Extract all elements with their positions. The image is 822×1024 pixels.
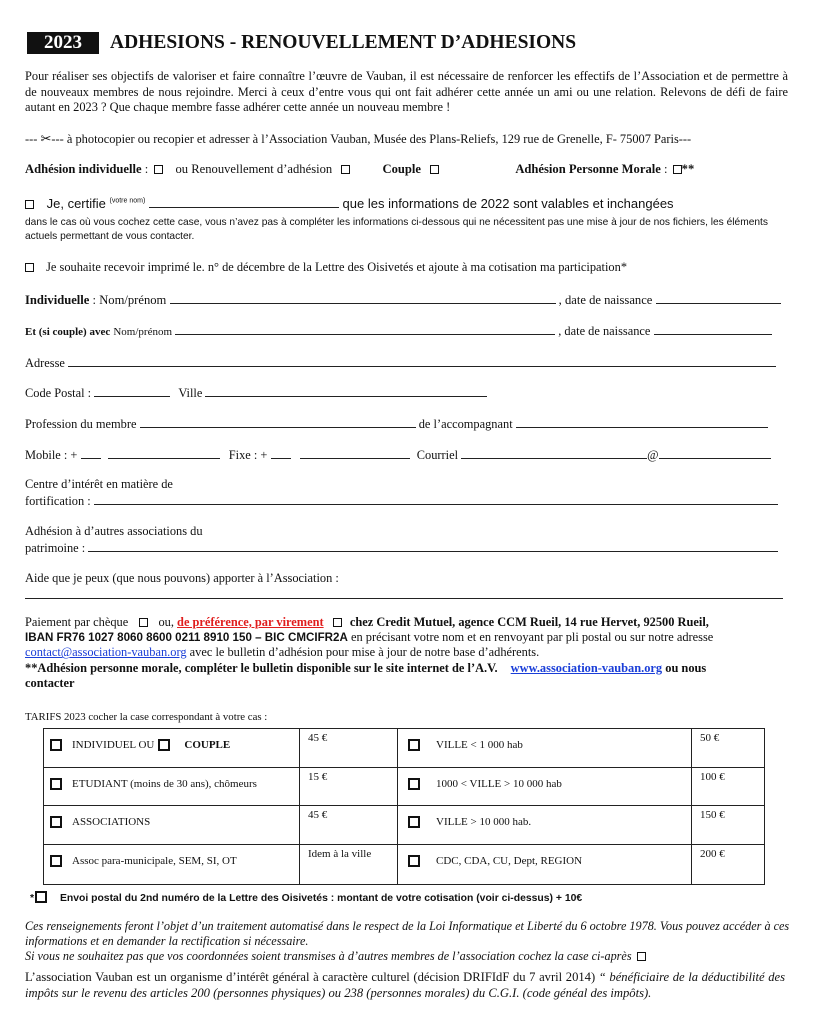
iban: IBAN FR76 1027 8060 8600 0211 8910 150 – BIC CMCIFR2A [25,631,348,645]
year-text: 2023 [44,32,82,53]
tariff-left-label: ETUDIANT (moins de 30 ans), chômeurs [72,778,257,790]
certify-rest: que les informations de 2022 sont valables et inchangées [342,196,674,211]
individual-name-label: : Nom/prénom [92,293,167,307]
cut-prefix: --- [25,132,38,146]
tariff-row [44,729,765,768]
payment-line-2 [25,630,788,645]
contact-email-link[interactable]: contact@association-vauban.org [25,645,187,660]
certify-label: Je, certifie [46,196,106,211]
cheque-checkbox[interactable] [139,618,148,627]
individual-label: Adhésion individuelle [25,162,142,176]
page-title: ADHESIONS - RENOUVELLEMENT D’ADHESIONS [110,32,577,53]
tariff-right-price: 50 € [692,729,765,768]
email-at: @ [647,448,659,462]
renewal-label: ou Renouvellement d’adhésion [175,162,333,176]
scissors-icon: ✂ [40,131,52,146]
tariff-right-label: 1000 < VILLE > 10 000 hab [436,778,562,790]
mobile-field[interactable] [108,447,220,459]
transfer-preferred-label: de préférence, par virement [177,615,324,629]
tariff-left-cell [44,806,300,845]
tariff-right-option [398,729,691,751]
couple-birth-label: , date de naissance [558,324,651,338]
tariff-right-checkbox[interactable] [408,739,420,751]
profession-label: Profession du membre [25,417,137,431]
tariff-right-price: 200 € [692,845,765,885]
interest-row [25,493,778,509]
privacy-line-2: Si vous ne souhaitez pas que vos coordonnées soient transmises à d’autres membres de l’association cochez la case ci-après [25,948,632,963]
tariff-left-option [44,845,299,867]
tariff-right-checkbox[interactable] [408,778,420,790]
tariff-right-cell [398,806,692,845]
tariff-right-label: VILLE < 1 000 hab [436,739,523,751]
tariff-left-label: Assoc para-municipale, SEM, SI, OT [72,855,237,867]
tariff-right-cell [398,768,692,806]
tariff-left-checkbox[interactable] [50,855,62,867]
address-field[interactable] [68,355,776,367]
certify-row [25,196,674,211]
companion-label: de l’accompagnant [418,417,513,431]
tariff-row [44,806,765,845]
tariff-left-checkbox[interactable] [50,816,62,828]
email-domain-field[interactable] [659,447,771,459]
postal-option-star: * [30,893,35,904]
interest-field[interactable] [94,493,778,505]
printed-letter-label: Je souhaite recevoir imprimé le. n° de décembre de la Lettre des Oisivetés et ajoute à ma cotisation ma participation* [46,260,628,274]
tariff-left-price: 15 € [300,768,398,806]
tariff-row [44,768,765,806]
individual-row-label: Individuelle [25,293,90,307]
tariff-right-label: CDC, CDA, CU, Dept, REGION [436,855,583,867]
transfer-checkbox[interactable] [333,618,342,627]
payment-line-4 [25,661,788,676]
postal-option-text: Envoi postal du 2nd numéro de la Lettre des Oisivetés : montant de votre cotisation (voir ci-dessus) + 10€ [59,893,583,904]
tariff-right-option [398,768,691,790]
tariff-left-label: INDIVIDUEL OU [72,739,155,751]
tariff-left-cell [44,729,300,768]
tariff-left-option [44,806,299,828]
tariff-right-label: VILLE > 10 000 hab. [436,816,532,828]
city-label: Ville [178,386,203,400]
privacy-checkbox[interactable] [637,952,646,961]
legal-entity-label: Adhésion Personne Morale [515,162,661,176]
couple-name-row [25,323,772,339]
tariff-left-cell [44,768,300,806]
email-user-field[interactable] [461,447,647,459]
profession-field[interactable] [140,416,416,428]
tariff-left-option [44,768,299,790]
postal-code-field[interactable] [94,385,170,397]
phone-prefix-field[interactable] [271,447,291,459]
tariff-left-option [44,729,299,751]
tariff-left-label: ASSOCIATIONS [72,816,151,828]
bank-details [348,615,709,629]
mobile-prefix-field[interactable] [81,447,101,459]
cut-line [25,131,691,147]
postal-code-label: Code Postal : [25,386,92,400]
tariff-right-cell [398,729,692,768]
cheque-label: Paiement par chèque [25,615,129,629]
other-assoc-label-2: patrimoine : [25,541,86,555]
phone-label: Fixe : + [228,448,268,462]
footer-text: L’association Vauban est un organisme d’intérêt général à caractère culturel (décision DRIFIdF du 7 avril 2014) [25,970,596,984]
tariffs-table [43,728,765,885]
couple-label: Couple [382,162,421,176]
postal-option-row [30,891,582,904]
or-label: ou, [158,615,174,629]
interest-label-1: Centre d’intérêt en matière de [25,477,173,491]
footer-italic: “ bénéficiaire de la déductibilité des impôts sur le revenu des articles 200 (personnes physiques) ou 238 (personnes morales) du C.G.I. (code généal des impôts). [25,970,785,1000]
certify-name-field[interactable] [149,196,339,208]
privacy-block [25,919,795,963]
postal-option-checkbox[interactable] [35,891,47,903]
mobile-label: Mobile : + [25,448,78,462]
birth-date-label: , date de naissance [558,293,653,307]
individual-name-row [25,292,781,308]
legal-entity-checkbox[interactable] [673,165,682,174]
certify-sup: (votre nom) [109,197,146,205]
individual-birth-field[interactable] [656,292,781,304]
tariff-left-checkbox[interactable] [50,778,62,790]
payment-block [25,615,788,691]
other-assoc-row [25,540,778,556]
couple-birth-field[interactable] [654,323,772,335]
city-field[interactable] [205,385,487,397]
privacy-line-1: Ces renseignements feront l’objet d’un traitement automatisé dans le respect de la Loi Informatique et Liberté du 6 octobre 1978. Vous pouvez accéder à ces informations et en demander la rectification si nécessaire. [25,919,790,948]
tariff-left-checkbox[interactable] [50,739,62,751]
tariff-right-option [398,845,691,867]
couple-row-label: Et (si couple) avec [25,326,111,338]
email-rest: avec le bulletin d’adhésion pour mise à jour de notre base d’adhérents. [189,645,540,660]
contact-row [25,447,771,463]
legal-entity-stars: ** [681,162,695,176]
tariff-left-extra: COUPLE [184,739,231,751]
address-row [25,355,776,371]
iban-rest: en précisant votre nom et en renvoyant par pli postal ou sur notre adresse [351,630,714,645]
printed-letter-checkbox[interactable] [25,263,34,272]
couple-name-field[interactable] [175,323,555,335]
tariff-right-option [398,806,691,828]
legal-entity-note-contact: contacter [25,675,75,690]
interest-label-2: fortification : [25,494,91,508]
other-assoc-label-1: Adhésion à d’autres associations du [25,524,203,538]
individual-checkbox[interactable] [154,165,163,174]
couple-name-label: Nom/prénom [113,326,173,338]
tariff-couple-checkbox[interactable] [158,739,170,751]
individual-name-field[interactable] [170,292,556,304]
year-badge [27,32,99,54]
tariff-row [44,845,765,885]
bank-address: chez Credit Mutuel, agence CCM Rueil, 14 rue Hervet, 92500 Rueil, [349,615,709,629]
certify-checkbox[interactable] [25,200,34,209]
payment-line-3 [25,645,788,660]
legal-entity-note-end: ou nous [665,660,707,675]
email-label: Courriel [416,448,459,462]
certify-note: dans le cas où vous cochez cette case, vous n’avez pas à compléter les informations ci-dessous qui ne nécessitent pas une mise à jour de nos fichiers, les éléments actuels permettant de vous contacter. [25,217,768,242]
address-label: Adresse [25,356,65,370]
privacy-line-2-row [25,949,795,964]
tariff-right-price: 100 € [692,768,765,806]
tariff-left-price: Idem à la ville [300,845,398,885]
tariff-left-cell [44,845,300,885]
tariff-left-price: 45 € [300,806,398,845]
payment-line-1 [25,615,788,630]
postal-row [25,385,487,401]
membership-type-row [25,162,795,177]
tariff-right-checkbox[interactable] [408,816,420,828]
legal-entity-note: **Adhésion personne morale, compléter le bulletin disponible sur le site internet de l’A.V. [25,660,498,675]
phone-field[interactable] [300,447,410,459]
companion-field[interactable] [516,416,768,428]
separator: : [664,162,668,176]
help-label: Aide que je peux (que nous pouvons) apporter à l’Association : [25,571,339,585]
cut-instruction: --- à photocopier ou recopier et adresser à l’Association Vauban, Musée des Plans-Reliefs, 129 rue de Grenelle, F- 75007 Paris--- [51,132,692,146]
help-field[interactable] [25,588,783,599]
tariff-right-price: 150 € [692,806,765,845]
separator: : [144,162,149,176]
other-assoc-field[interactable] [88,540,778,552]
intro-paragraph: Pour réaliser ses objectifs de valoriser et faire connaître l’œuvre de Vauban, il est nécessaire de renforcer les effectifs de l’Association et de permettre à de nouveaux membres de nous rejoindre. Merci à ceux d’entre vous qui ont fait adhérer cette année un ami ou une relation. Relevons de défi de faire autant en 2023 ? Que chaque membre fasse adhérer cette année un nouveau membre ! [25,69,788,114]
footer-paragraph [25,970,785,1001]
tariff-right-checkbox[interactable] [408,855,420,867]
tariff-right-cell [398,845,692,885]
couple-checkbox[interactable] [430,165,439,174]
tariffs-heading: TARIFS 2023 cocher la case correspondant à votre cas : [25,711,268,723]
website-link[interactable]: www.association-vauban.org [510,660,663,675]
tariff-left-price: 45 € [300,729,398,768]
printed-letter-row [25,260,627,275]
renewal-checkbox[interactable] [341,165,350,174]
profession-row [25,416,768,432]
